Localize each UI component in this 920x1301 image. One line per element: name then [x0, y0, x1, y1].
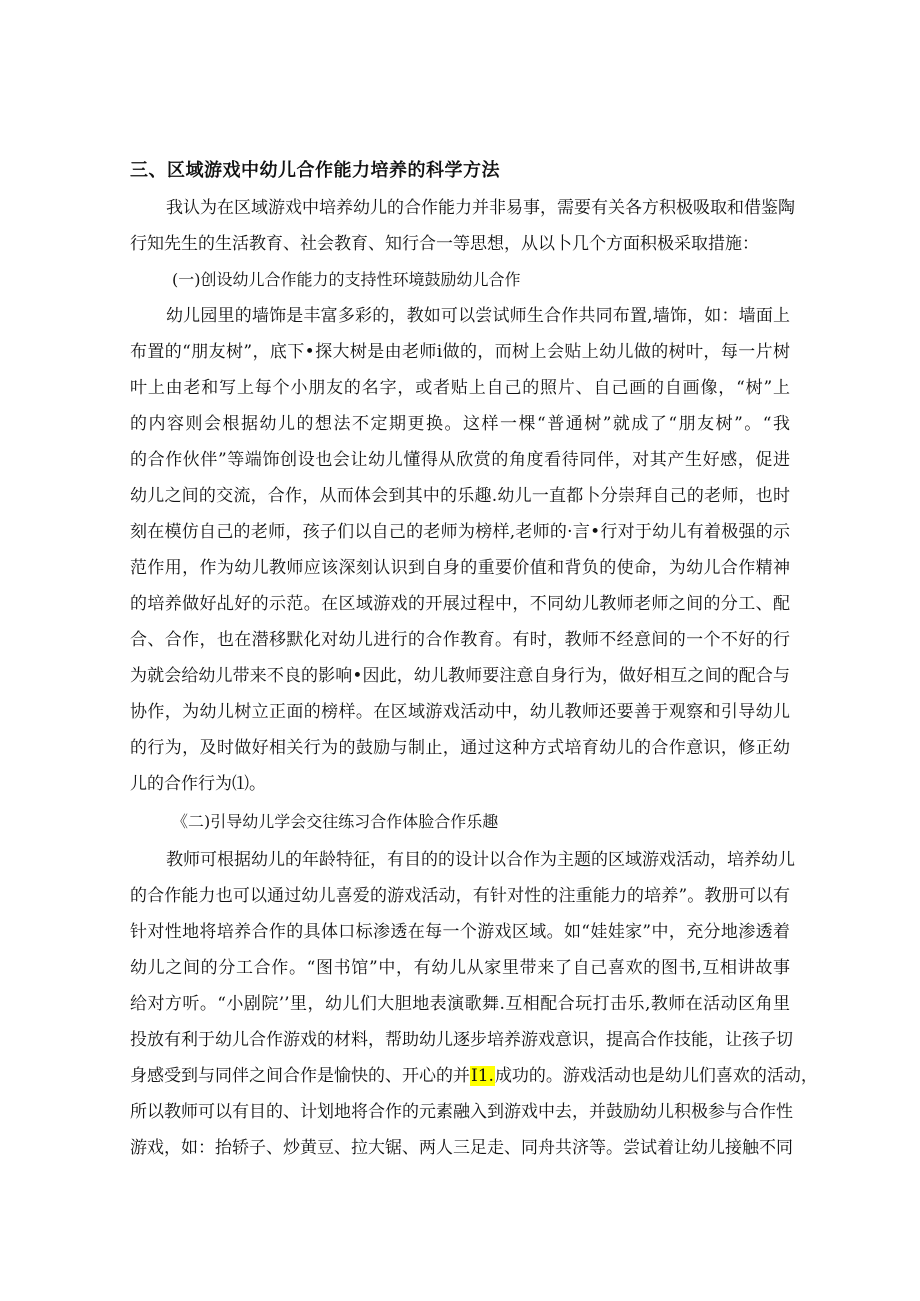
text-line: 协作，为幼儿树立正面的榜样。在区域游戏活动中，幼儿教师还要善于观察和引导幼儿: [130, 702, 790, 722]
text-line: 的合作能力也可以通过幼儿喜爱的游戏活动，有针对性的注重能力的培养”。教册可以有: [130, 886, 790, 906]
text-line: 布置的“朋友树”，底下•探大树是由老师i做的，而树上会贴上幼儿做的树叶，每一片树: [130, 342, 790, 362]
text-line: 的培养做好乩好的示范。在区域游戏的开展过程中，不同幼儿教师老师之间的分工、配: [130, 594, 790, 614]
section-heading: 三、区域游戏中幼儿合作能力培养的科学方法: [130, 160, 500, 181]
text-line: 的合作伙伴”等端饰创设也会让幼儿懂得从欣赏的角度看待同伴，对其产生好感，促进: [130, 450, 790, 470]
text-line: 教师可根据幼儿的年龄特征，有目的的设计以合作为主题的区域游戏活动，培养幼儿: [166, 850, 795, 870]
text-line: 投放有利于幼儿合作游戏的材料，帮助幼儿逐步培养游戏意识，提高合作技能，让孩子切: [130, 1030, 793, 1050]
text-line: 的内容则会根据幼儿的想法不定期更换。这样一棵“普通树”就成了“朋友树”。“我: [130, 414, 790, 434]
highlighted-text: I1.: [471, 1066, 494, 1086]
text-line: 范作用，作为幼儿教师应该深刻认识到自身的重要价值和背负的使命，为幼儿合作精神: [130, 558, 790, 578]
subsection-heading: 《二)引导幼儿学会交往练习合作体脸合作乐趣: [172, 812, 499, 831]
text-line: 幼儿之间的分工合作。“图书馆”中，有幼儿从家里带来了自己喜欢的图书,互相讲故事: [130, 958, 790, 978]
text-line: 为就会给幼儿带来不良的影响•因此，幼儿教师要注意自身行为，做好相互之间的配合与: [130, 666, 790, 686]
text-line: 幼儿之间的交流，合作，从而体会到其中的乐趣.幼儿一直都卜分崇拜自己的老师，也时: [130, 486, 790, 506]
text-line: 给对方听。“小剧院’’里，幼儿们大胆地表演歌舞.互相配合玩打击乐,教师在活动区角里: [130, 994, 790, 1014]
text-line: 针对性地将培养合作的具体口标渗透在每一个游戏区域。如“娃娃家”中，充分地渗透着: [130, 922, 790, 942]
text-line: 我认为在区域游戏中培养幼儿的合作能力并非易事，需要有关各方积极吸取和借鉴陶: [166, 198, 795, 218]
text-line: 所以教师可以有目的、计划地将合作的元素融入到游戏中去，并鼓励幼儿积极参与合作性: [130, 1102, 793, 1122]
text-fragment: 身感受到与同伴之间合作是愉快的、开心的并: [130, 1066, 470, 1086]
text-line: 合、合作，也在潜移默化对幼儿进行的合作教育。有时，教师不经意间的一个不好的行: [130, 630, 790, 650]
text-line: [130, 1065, 818, 1087]
text-line: 叶上由老和写上每个小朋友的名字，或者贴上自己的照片、自己画的自画像，“树”上: [130, 378, 790, 398]
text-fragment: 成功的。游戏活动也是幼儿们喜欢的活动，: [494, 1066, 818, 1086]
text-line: 刻在模仿自己的老师，孩子们以自己的老师为榜样,老师的·言•行对于幼儿有着极强的示: [130, 522, 790, 542]
subsection-heading: (一)创设幼儿合作能力的支持性环境鼓励幼儿合作: [172, 270, 521, 289]
text-line: 行知先生的生活教育、社会教育、知行合一等思想，从以卜几个方面积极采取措施：: [130, 234, 759, 254]
text-line: 儿的合作行为⑴。: [130, 774, 266, 794]
text-line: 的行为，及时做好相关行为的鼓励与制止，通过这种方式培育幼儿的合作意识，修正幼: [130, 738, 790, 758]
text-line: 幼儿园里的墙饰是丰富多彩的，教如可以尝试师生合作共同布置,墙饰，如：墙面上: [166, 306, 790, 326]
text-line: 游戏，如：抬轿子、炒黄豆、拉大锯、两人三足走、同舟共济等。尝试着让幼儿接触不同: [130, 1138, 793, 1158]
